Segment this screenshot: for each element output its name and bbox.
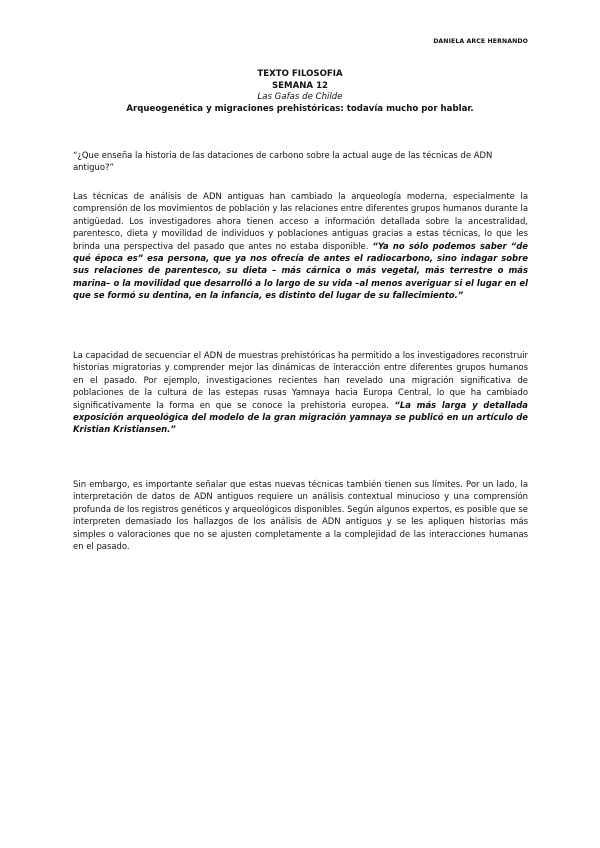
title-block (60, 69, 540, 115)
paragraph-1-text: Las técnicas de análisis de ADN antiguas han cambiado la arqueología moderna, especialmente la comprensión de los movimientos de población y las relaciones entre diferentes grupos humanos durante la antigüedad. Los investigadores ahora tienen acceso a información detallada sobre la ancestralidad, parentesco, dieta y movilidad de individuos y poblaciones antiguas gracias a estas técnicas, lo que les brinda una perspectiva del pasado que antes no estaba disponible. (73, 191, 528, 251)
document-title: TEXTO FILOSOFIA (257, 69, 343, 79)
guiding-question: “¿Que enseña la historia de las dataciones de carbono sobre la actual auge de las técnicas de ADN antiguo?” (73, 150, 493, 173)
author-name: DANIELA ARCE HERNANDO (433, 38, 528, 45)
column-name: Las Gafas de Childe (257, 92, 343, 103)
week-label: SEMANA 12 (271, 80, 329, 91)
paragraph-2 (73, 349, 528, 436)
article-headline: Arqueogenética y migraciones prehistóricas: todavía mucho por hablar. (126, 103, 474, 114)
paragraph-3-text: Sin embargo, es importante señalar que estas nuevas técnicas también tienen sus límites. Por un lado, la interpretación de datos de ADN antiguos requiere un análisis contextual minucioso y una comprensión profunda de los registros genéticos y arqueológicos disponibles. Según algunos expertos, es posible que se interpreten demasiado los hallazgos de los análisis de ADN antiguos y se les apliquen historias más simples o valoraciones que no se ajusten completamente a la complejidad de las interacciones humanas en el pasado. (73, 479, 528, 552)
paragraph-2-text: La capacidad de secuenciar el ADN de muestras prehistóricas ha permitido a los investigadores reconstruir historias migratorias y comprender mejor las dinámicas de interacción entre diferentes grupos humanos en el pasado. Por ejemplo, investigaciones recientes han revelado una migración significativa de poblaciones de la cultura de las estepas rusas Yamnaya hacia Europa Central, lo que ha cambiado significativamente la forma en que se conoce la prehistoria europea. (73, 350, 528, 410)
paragraph-3 (73, 478, 528, 552)
paragraph-1-quote: “Ya no sólo podemos saber “de qué época es” esa persona, que ya nos ofrecía de antes el radiocarbono, sino indagar sobre sus relaciones de parentesco, su dieta – más cárnica o más vegetal, más terrestre o más marina– o la movilidad que desarrolló a lo largo de su vida –al menos averiguar si el lugar en el que se formó su dentina, en la infancia, es distinto del lugar de su fallecimiento.” (73, 240, 529, 301)
paragraph-2-quote: “La más larga y detallada exposición arqueológica del modelo de la gran migración yamnaya se publicó en un artículo de Kristian Kristiansen.” (73, 399, 528, 435)
paragraph-1 (73, 190, 528, 302)
